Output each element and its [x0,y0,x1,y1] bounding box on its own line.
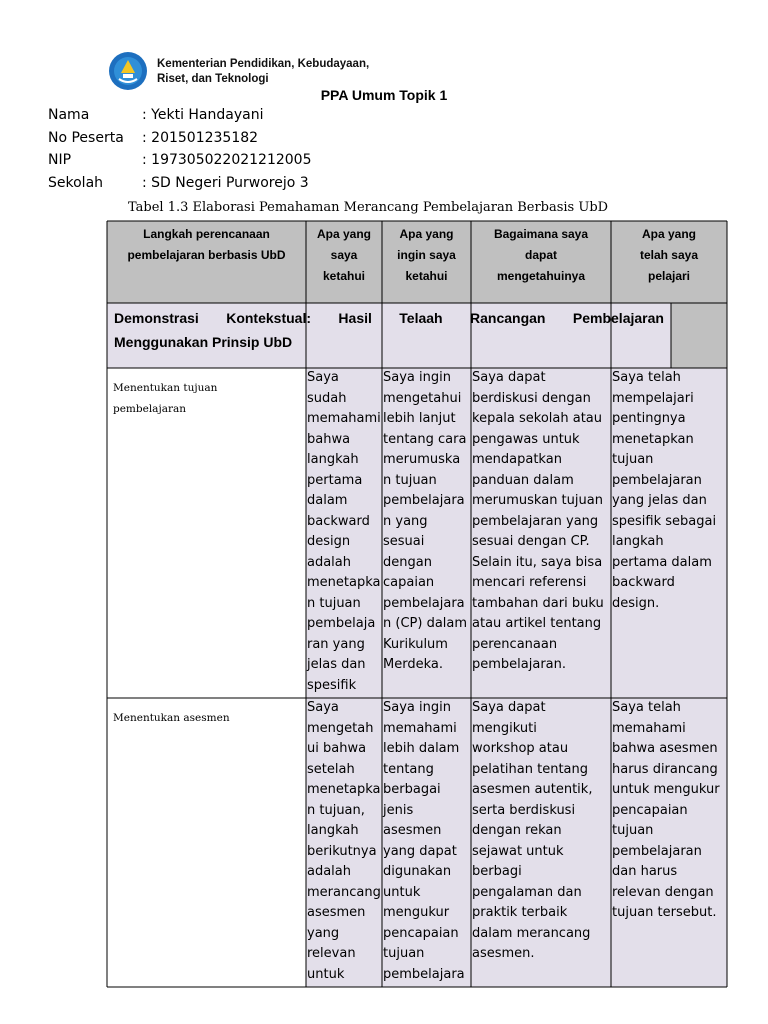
section-word: Hasil [338,310,372,326]
info-label: Nama [48,107,90,123]
header-cell-know: Apa yang saya ketahui [306,221,382,303]
info-row-nama [48,104,312,127]
info-label: Sekolah [48,175,104,192]
info-value: : 201501235182 [142,129,259,146]
row-label-cell [107,368,306,698]
page-title: PPA Umum Topik 1 [320,87,448,103]
table-cell-know: Saya mengetah ui bahwa setelah menetapka n tujuan, langkah berikutnya adalah merancang asesmen yang relevan untuk [306,698,382,987]
ministry-name: Kementerian Pendidikan, Kebudayaan, Riset, dan Teknologi [157,58,370,85]
tut-wuri-handayani-logo [108,51,148,91]
section-band-line2: Menggunakan Prinsip UbD [114,334,293,350]
info-row-sekolah [48,172,312,195]
table-cell-learned: Saya telah memahami bahwa asesmen harus dirancang untuk mengukur pencapaian tujuan pembelajaran dan harus relevan dengan tujuan tersebut. [611,698,727,987]
section-word: Telaah [399,310,443,326]
section-word: Kontekstual: [226,310,312,326]
table-cell-know: Saya sudah memahami bahwa langkah pertama dalam backward design adalah menetapka n tujuan pembelaja ran yang jelas dan spesifik [306,368,382,698]
table-caption: Tabel 1.3 Elaborasi Pemahaman Merancang Pembelajaran Berbasis UbD [128,200,609,215]
section-band-title [114,306,664,354]
row-step-label: Menentukan asesmen [113,712,230,724]
table-cell-learned: Saya telah mempelajari pentingnya menetapkan tujuan pembelajaran yang jelas dan spesifik sebagai langkah pertama dalam backward design. [611,368,727,698]
header-cell-want: Apa yang ingin saya ketahui [382,221,471,303]
info-row-nip [48,149,312,172]
table-cell-how: Saya dapat berdiskusi dengan kepala sekolah atau pengawas untuk mendapatkan panduan dalam merumuskan tujuan pembelajaran yang sesuai dengan CP. Selain itu, saya bisa mencari referensi tambahan dari buku atau artikel tentang perencanaan pembelajaran. [471,368,611,698]
participant-info [48,104,312,195]
info-row-no-peserta [48,127,312,150]
section-word: Rancangan [470,310,546,326]
section-word: Demonstrasi [114,310,199,326]
section-word: Pembelajaran [572,310,664,326]
section-band-gray [671,303,727,368]
info-label: No Peserta [48,129,124,146]
row-label-cell [107,698,306,987]
section-band-line1 [114,306,664,330]
info-value: : 197305022021212005 [142,152,312,169]
table-cell-how: Saya dapat mengikuti workshop atau pelatihan tentang asesmen autentik, serta berdiskusi dengan rekan sejawat untuk berbagi pengalaman dan praktik terbaik dalam merancang asesmen. [471,698,611,987]
info-label: NIP [48,152,72,169]
info-value: : SD Negeri Purworejo 3 [142,175,309,192]
header-cell-learned: Apa yang telah saya pelajari [611,221,727,303]
table-cell-want: Saya ingin mengetahui lebih lanjut tentang cara merumuska n tujuan pembelajara n yang sesuai dengan capaian pembelajara n (CP) dalam Kurikulum Merdeka. [382,368,471,698]
row-step-label: Menentukan tujuan pembelajaran [113,382,218,415]
header-cell-how: Bagaimana saya dapat mengetahuinya [471,221,611,303]
info-value: : Yekti Handayani [142,107,264,123]
header-cell-step: Langkah perencanaan pembelajaran berbasis UbD [107,221,306,303]
table-cell-want: Saya ingin memahami lebih dalam tentang berbagai jenis asesmen yang dapat digunakan untuk mengukur pencapaian tujuan pembelajara [382,698,471,987]
